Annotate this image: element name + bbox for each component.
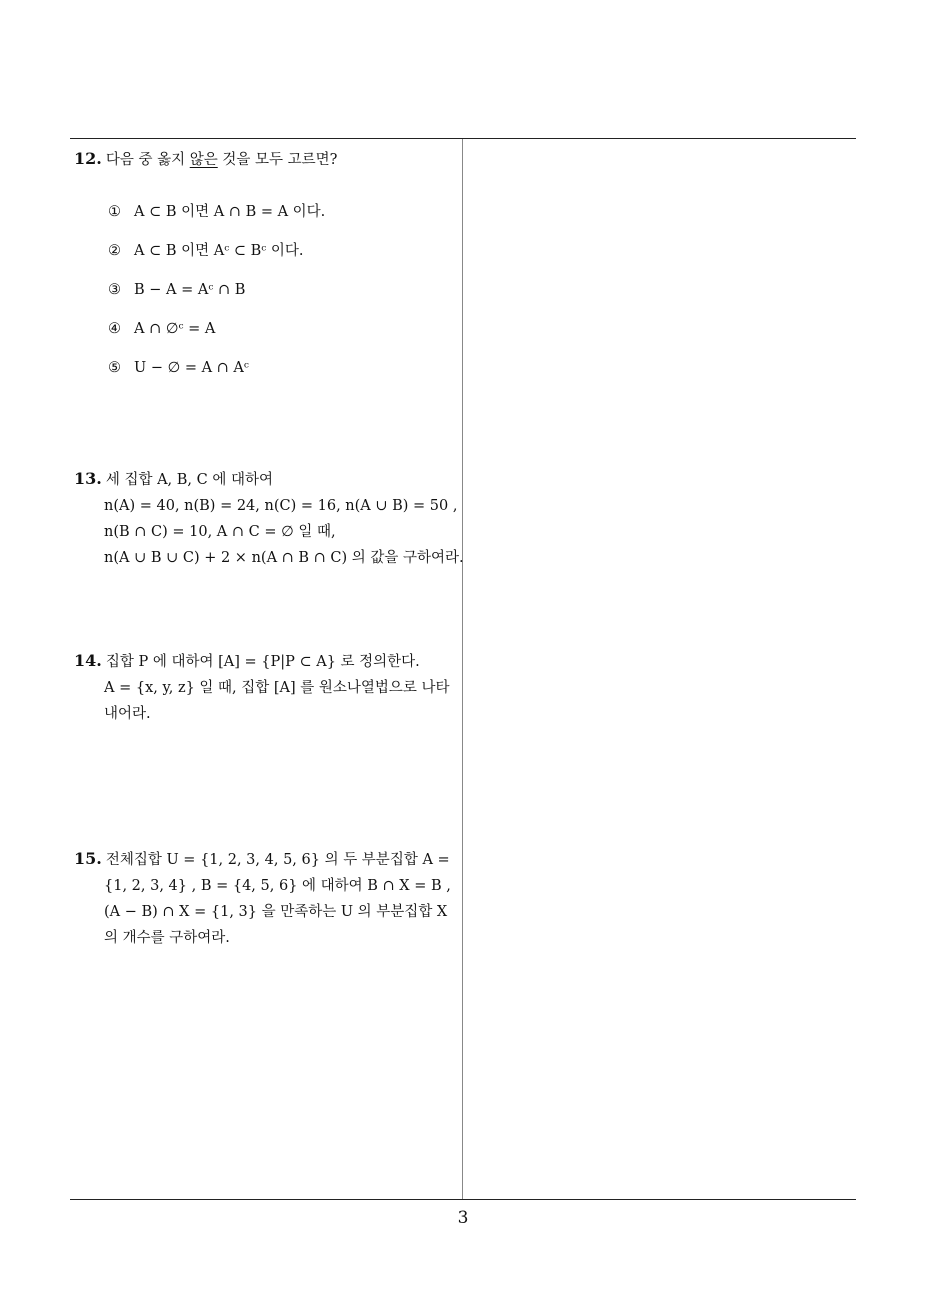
option-1	[108, 199, 448, 238]
question-12	[74, 146, 458, 173]
option-mark: ④	[108, 321, 121, 337]
question-15	[74, 846, 458, 951]
option-mark: ⑤	[108, 360, 121, 376]
prompt-text: 다음 중 옳지	[105, 152, 190, 168]
option-text: A ∩ ∅ᶜ = A	[134, 321, 216, 337]
option-text: U − ∅ = A ∩ Aᶜ	[134, 360, 249, 376]
question-13	[74, 466, 464, 571]
column-divider	[462, 139, 463, 1199]
question-text: 집합 P 에 대하여 [A] = {P|P ⊂ A} 로 정의한다.	[105, 654, 420, 670]
page-number: 3	[457, 1208, 469, 1228]
question-12-options	[108, 199, 448, 394]
option-text: A ⊂ B 이면 A ∩ B = A 이다.	[134, 204, 326, 220]
option-text: A ⊂ B 이면 Aᶜ ⊂ Bᶜ 이다.	[134, 243, 304, 259]
option-mark: ③	[108, 282, 121, 298]
question-number: 13.	[74, 469, 102, 488]
question-13-line-2: n(A) = 40, n(B) = 24, n(C) = 16, n(A ∪ B) = 50 ,	[104, 498, 458, 514]
question-14-line-2: A = {x, y, z} 일 때, 집합 [A] 를 원소나열법으로 나타	[104, 680, 450, 696]
question-number: 12.	[74, 149, 102, 168]
bottom-rule	[70, 1199, 856, 1200]
prompt-underlined-text: 않은	[189, 152, 218, 168]
question-number: 15.	[74, 849, 102, 868]
question-14-line-1	[74, 648, 458, 675]
option-5	[108, 355, 448, 394]
question-text: 세 집합 A, B, C 에 대하여	[105, 472, 273, 488]
option-mark: ①	[108, 204, 121, 220]
question-number: 14.	[74, 651, 102, 670]
option-mark: ②	[108, 243, 121, 259]
question-15-line-4: 의 개수를 구하여라.	[104, 930, 230, 946]
option-4	[108, 316, 448, 355]
question-14	[74, 648, 458, 727]
option-text: B − A = Aᶜ ∩ B	[134, 282, 246, 298]
question-13-line-4: n(A ∪ B ∪ C) + 2 × n(A ∩ B ∩ C) 의 값을 구하여라.	[104, 550, 464, 566]
question-15-line-2: {1, 2, 3, 4} , B = {4, 5, 6} 에 대하여 B ∩ X = B ,	[104, 878, 451, 894]
question-13-line-1	[74, 466, 458, 493]
option-2	[108, 238, 448, 277]
question-14-line-3: 내어라.	[104, 706, 151, 722]
question-text: 전체집합 U = {1, 2, 3, 4, 5, 6} 의 두 부분집합 A =	[105, 852, 450, 868]
top-rule	[70, 138, 856, 139]
question-15-line-3: (A − B) ∩ X = {1, 3} 을 만족하는 U 의 부분집합 X	[104, 904, 448, 920]
question-12-prompt	[74, 146, 458, 173]
question-15-line-1	[74, 846, 458, 873]
question-13-line-3: n(B ∩ C) = 10, A ∩ C = ∅ 일 때,	[104, 524, 336, 540]
prompt-text: 것을 모두 고르면?	[217, 152, 338, 168]
option-3	[108, 277, 448, 316]
